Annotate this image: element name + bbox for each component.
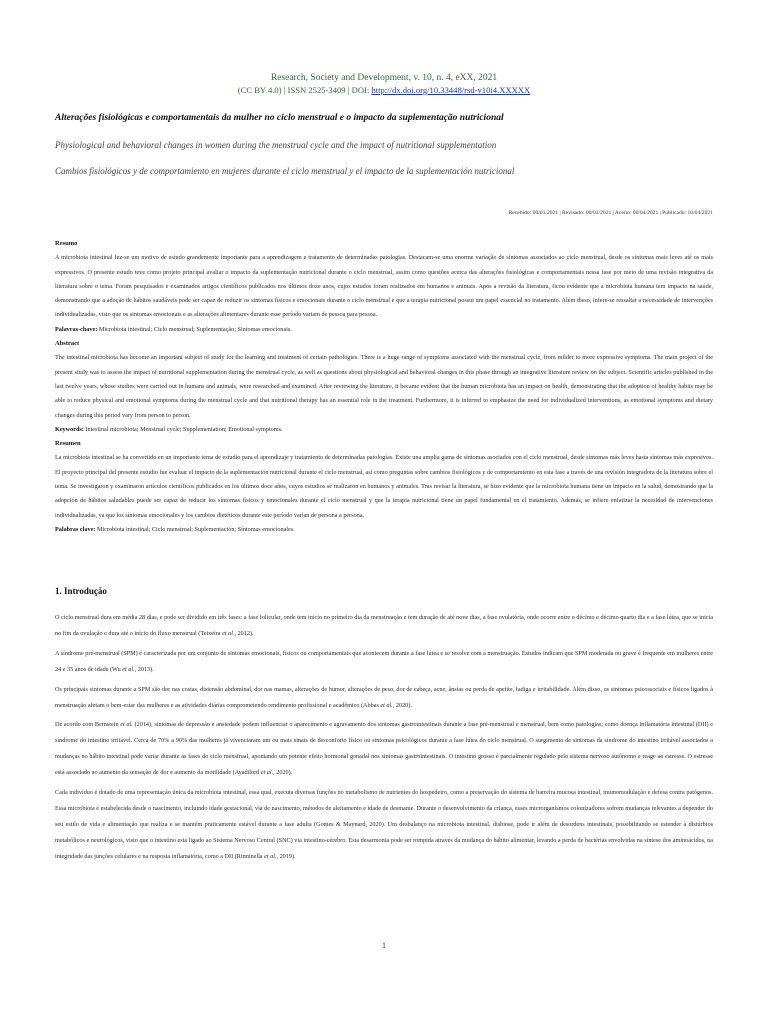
intro-paragraph-1: O ciclo menstrual dura em média 28 dias, e pode ser dividido em três fases: a fase folicular, onde tem início no primeiro dia da menstruação e tem duração de até nove dias, a fase ovulatória, onde ocorre entre o décimo e décimo quarto dia e a fase lútea, que se inicia no fim da ovulação e dura até o início do fluxo menstrual (Teixeira et al., 2012). (55, 614, 713, 637)
page-number: 1 (382, 941, 386, 950)
intro-paragraph-2: A síndrome pré-menstrual (SPM) é caracterizada por um conjunto de sintomas emocionais, físicos ou comportamentais que acontecem durante a fase lútea e se resolve com a menstruação. Estudos indicam que SPM moderada ou grave é frequente em mulheres entre 24 e 35 anos de idade (Wu et al., 2013). (55, 649, 713, 673)
title-english: Physiological and behavioral changes in women during the menstrual cycle and the impact of nutritional supplementation (55, 140, 497, 150)
abstract-heading: Abstract (55, 340, 80, 348)
section-title-introduction: 1. Introdução (55, 586, 107, 596)
license-issn-text: (CC BY 4.0) | ISSN 2525-3409 | DOI: (237, 84, 370, 95)
journal-header (0, 72, 768, 96)
resumen-keywords-text: Microbiota intestinal; Ciclo menstrual; Suplementación; Síntomas emocionales. (96, 525, 295, 533)
abstract-keywords-text: Intestinal microbiota; Menstrual cycle; Supplementation; Emotional symptoms. (85, 425, 283, 433)
abstracts-block (55, 237, 713, 537)
resumen-heading: Resumen (55, 440, 81, 448)
resumo-text: A microbiota intestinal fez-se um motivo de estudo grandemente importante para a aprendizagem e tratamento de determinadas patologias. Destacam-se uma enorme variação de sintomas associados ao ciclo menstrual, desde os sintomas mais leves até os mais expressivos. O presente estudo teve como projeto principal avaliar o impacto da suplementação nutricional durante o ciclo menstrual, assim como questões acerca das alterações fisiológicas e comportamentais nessa fase por meio de uma revisão integrativa da literatura sobre o tema. Foram pesquisados e examinados artigos científicos publicados nos últimos doze anos, cujos estudos foram realizados em humanos e animais. Após a revisão da literatura, ficou evidente que a microbiota humana tem impacto na saúde, demonstrando que a adoção de hábitos saudáveis pode ser capaz de reduzir os sintomas físicos e emocionais durante o ciclo menstrual e que a terapia nutricional possui um papel essencial no tratamento. Além disso, infere-se ressaltar a necessidade de intervenções individualizadas, visto que os sintomas emocionais e as alterações alimentares durante esse período variam de pessoa para pessoa. (55, 254, 713, 319)
publication-dates: Recebido: 00/01/2021 | Revisado: 00/03/2021 | Aceito: 00/04/2021 | Publicado: 10/04/2021 (508, 210, 713, 216)
abstract-keywords (55, 423, 713, 437)
title-portuguese: Alterações fisiológicas e comportamentais da mulher no ciclo menstrual e o impacto da suplementação nutricional (55, 113, 504, 123)
intro-paragraph-5: Cada indivíduo é dotado de uma representação única da microbiota intestinal, essa qual, executa diversas funções no metabolismo de nutrientes do hospedeiro, como a preservação do sistema de barreira mucosa intestinal, imunomodulação e defesa contra patógenos. Essa microbiota é estabelecida desde o nascimento, incluindo idade gestacional, via de nascimento, métodos de aleitamento e idade de desmame. Durante o desenvolvimento da criança, esses microrganismos colonizadores sofrem mudanças relevantes a depender do seu estilo de vida e alimentação que realiza e se mantém praticamente estável durante a fase adulta (Gomes & Maynard, 2020). Um desbalanço na microbiota intestinal, disbiose, pode ir além de desordens intestinais, possibilitando se estender à distúrbios metabólicos e neurológicos, visto que o intestino está ligado ao Sistema Nervoso Central (SNC) via intestino-cérebro. Esta desarmonia pode ser rompida através da mudança do hábito alimentar, levando a perda de bactérias envolvidas na síntese dos aminoácidos, na integridade das junções celulares e na resposta inflamatória, como a DII (Rinninella et al., 2019). (55, 789, 713, 860)
journal-citation: Research, Society and Development, v. 10, n. 4, eXX, 2021 (270, 73, 498, 83)
introduction-body (55, 610, 713, 865)
resumo-keywords-label: Palavras-chave: (55, 325, 98, 333)
resumo-heading: Resumo (55, 240, 78, 247)
resumen-keywords (55, 523, 713, 537)
doi-link[interactable]: http://dx.doi.org/10.33448/rsd-v10i4.XXXXX (371, 84, 531, 95)
resumo-keywords (55, 323, 713, 337)
resumen-keywords-label: Palabras clave: (55, 525, 96, 533)
intro-paragraph-3: Os principais sintomas durante a SPM são dor nas costas, distensão abdominal, dor nas mamas, alterações de humor, alterações de peso, dor de cabeça, acne, ânsias ou perda de apetite, fadiga e irritabilidade. Além disso, os sintomas psicossociais e físicos ligados à menstruação afetam o bem-estar das mulheres e as atividades diárias comprometendo rendimento profissional e acadêmico (Abbas et al., 2020). (55, 685, 713, 709)
journal-license-issn (0, 85, 768, 97)
title-spanish: Cambios fisiológicos y de comportamiento en mujeres durante el ciclo menstrual y el impacto de la suplementación nutricional (55, 166, 515, 176)
abstract-text: The intestinal microbiota has become an important subject of study for the learning and treatment of certain pathologies. There is a huge range of symptoms associated with the menstrual cycle, from milder to more expressive symptoms. The main project of the present study was to assess the impact of nutritional supplementation during the menstrual cycle, as well as questions about physiological and behavioral changes in this phase through an integrative literature review on the subject. Scientific articles published in the last twelve years, whose studies were carried out in humans and animals, were researched and examined. After reviewing the literature, it became evident that the human microbiota has an impact on health, demonstrating that the adoption of healthy habits may be able to reduce physical and emotional symptoms during the menstrual cycle and that nutritional therapy has an essential role in the treatment. Furthermore, it is inferred to emphasize the need for individualized interventions, as emotional symptoms and dietary changes during this period vary from person to person. (55, 354, 713, 419)
intro-paragraph-4: De acordo com Bernstein et al. (2014), sintomas de depressão e ansiedade podem influenciar o aparecimento e agravamento dos sintomas gastrointestinais durante a fase pré-menstrual e menstrual, bem como patologias; como doença inflamatória intestinal (DII) e síndrome do intestino irritável. Cerca de 70% a 90% das mulheres já vivenciaram um ou mais sinais de desconforto físico ou sintomas psicológicos durante a fase lútea do ciclo menstrual. O surgimento de sintomas da síndrome do intestino irritável associados a mudanças no hábito intestinal pode variar durante as fases do ciclo menstrual, apontando um potente efeito hormonal gonadal nos sintomas gastrointestinais. O intestino grosso é parcialmente regulado pelo sistema nervoso autônomo e reage ao estresse. O estresse está associado ao aumento da sensação de dor e aumento da motilidade (Ayadilord et al., 2020). (55, 721, 713, 777)
abstract-keywords-label: Keywords: (55, 425, 84, 433)
resumo-keywords-text: Microbiota intestinal; Ciclo menstrual; Suplementação; Sintomas emocionais. (98, 325, 292, 333)
resumen-text: La microbiota intestinal se ha convertido en un importante tema de estudio para el aprendizaje y tratamiento de determinadas patologías. Existe una amplia gama de síntomas asociados con el ciclo menstrual, desde síntomas más leves hasta síntomas más expresivos. El proyecto principal del presente estudio fue evaluar el impacto de la suplementación nutricional durante el ciclo menstrual, así como preguntas sobre cambios fisiológicos y de comportamiento en esta fase a través de una revisión integradora de la literatura sobre el tema. Se investigaron y examinaron artículos científicos publicados en los últimos doce años, cuyos estudios se realizaron en humanos y animales. Tras revisar la literatura, se hizo evidente que la microbiota humana tiene un impacto en la salud, demostrando que la adopción de hábitos saludables puede ser capaz de reducir los síntomas físicos y emocionales durante el ciclo menstrual y que la terapia nutricional tiene un papel fundamental en el tratamiento. Además, se infiere enfatizar la necesidad de intervenciones individualizadas, ya que los síntomas emocionales y los cambios dietéticos durante este período varían de persona a persona. (55, 454, 713, 519)
